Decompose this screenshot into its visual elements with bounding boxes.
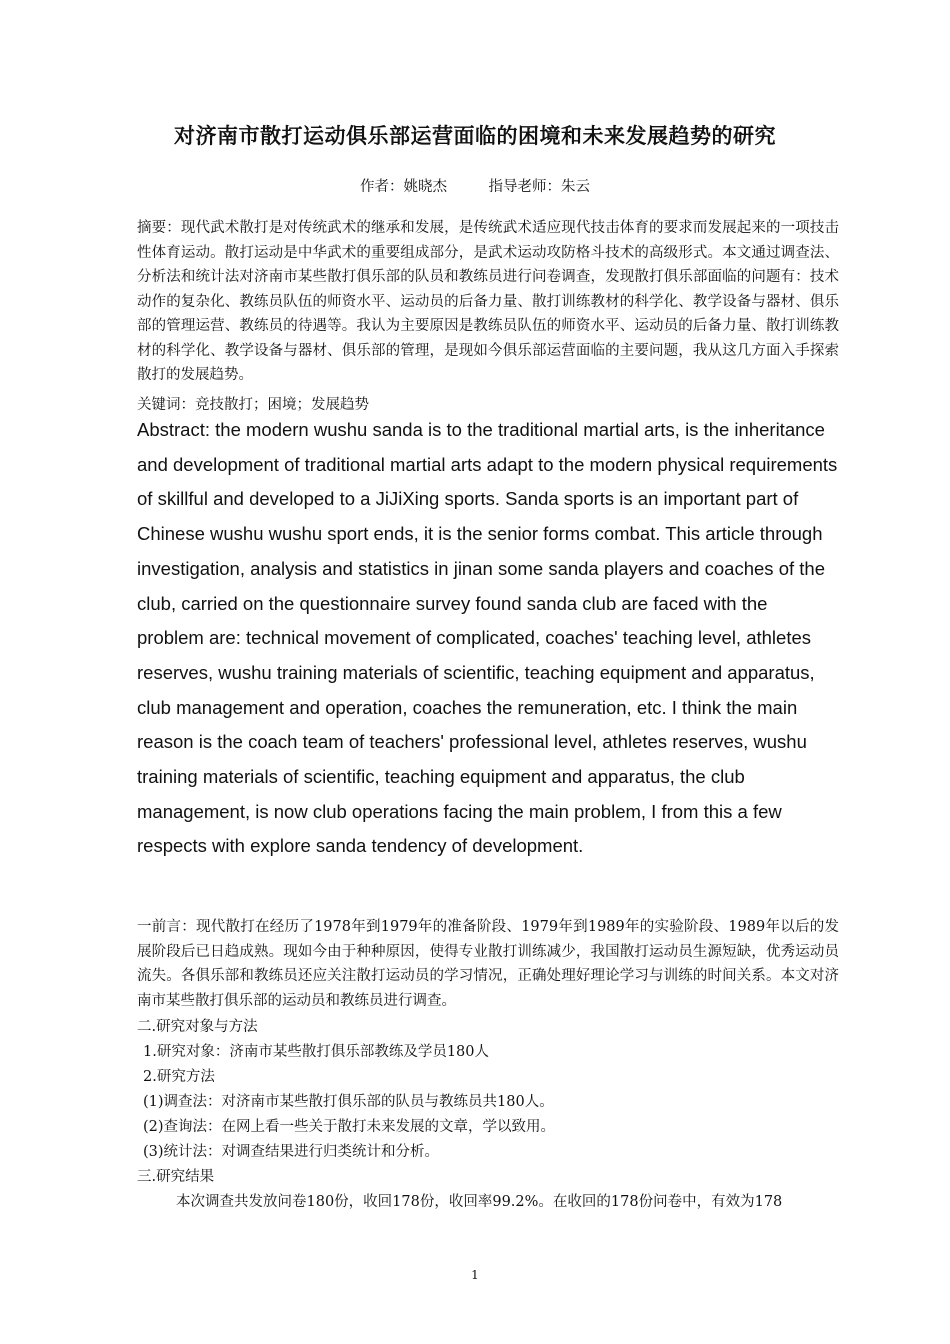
author-line: 作者：姚晓杰 指导老师：朱云: [360, 179, 590, 195]
abstract-english: Abstract: the modern wushu sanda is to the traditional martial arts, is the inheritance and development of traditional martial arts adapt to the modern physical requirements of skillful and developed to a JiJiXing sports. Sanda sports is an important part of Chinese wushu wushu sport ends, it is the senior forms combat. This article through investigation, analysis and statistics in jinan some sanda players and coaches of the club, carried on the questionnaire survey found sanda club are faced with the problem are: technical movement of complicated, coaches' teaching level, athletes reserves, wushu training materials of scientific, teaching equipment and apparatus, club management and operation, coaches the remuneration, etc. I think the main reason is the coach team of teachers' professional level, athletes reserves, wushu training materials of scientific, teaching equipment and apparatus, the club management, is now club operations facing the main problem, I from this a few respects with explore sanda tendency of development.: [137, 419, 838, 857]
section-3-heading: 三.研究结果: [137, 1169, 215, 1185]
paper-title: 对济南市散打运动俱乐部运营面临的困境和未来发展趋势的研究: [174, 124, 776, 148]
section-2-heading: 二.研究对象与方法: [137, 1019, 258, 1035]
method-statistics: (3)统计法：对调查结果进行归类统计和分析。: [143, 1144, 440, 1160]
research-subject: 1.研究对象：济南市某些散打俱乐部教练及学员180人: [143, 1044, 490, 1060]
page-number: 1: [471, 1268, 479, 1282]
research-methods-heading: 2.研究方法: [143, 1069, 215, 1085]
results-paragraph: 本次调查共发放问卷180份，收回178份，收回率99.2%。在收回的178份问卷中，有效为178: [176, 1194, 783, 1210]
keywords: 关键词：竞技散打；困境；发展趋势: [137, 397, 369, 413]
abstract-chinese: 摘要：现代武术散打是对传统武术的继承和发展，是传统武术适应现代技击体育的要求而发展起来的一项技击性体育运动。散打运动是中华武术的重要组成部分，是武术运动攻防格斗技术的高级形式。本文通过调查法、分析法和统计法对济南市某些散打俱乐部的队员和教练员进行问卷调查，发现散打俱乐部面临的问题有：技术动作的复杂化、教练员队伍的师资水平、运动员的后备力量、散打训练教材的科学化、教学设备与器材、俱乐部的管理运营、教练员的待遇等。我认为主要原因是教练员队伍的师资水平、运动员的后备力量、散打训练教材的科学化、教学设备与器材、俱乐部的管理，是现如今俱乐部运营面临的主要问题，我从这几方面入手探索散打的发展趋势。: [137, 220, 839, 383]
method-query: (2)查询法：在网上看一些关于散打未来发展的文章，学以致用。: [143, 1119, 556, 1135]
introduction-paragraph: 一前言：现代散打在经历了1978年到1979年的准备阶段、1979年到1989年的实验阶段、1989年以后的发展阶段后已日趋成熟。现如今由于种种原因，使得专业散打训练减少，我国散打运动员生源短缺，优秀运动员流失。各俱乐部和教练员还应关注散打运动员的学习情况，正确处理好理论学习与训练的时间关系。本文对济南市某些散打俱乐部的运动员和教练员进行调查。: [137, 919, 839, 1009]
method-survey: (1)调查法：对济南市某些散打俱乐部的队员与教练员共180人。: [143, 1094, 554, 1110]
